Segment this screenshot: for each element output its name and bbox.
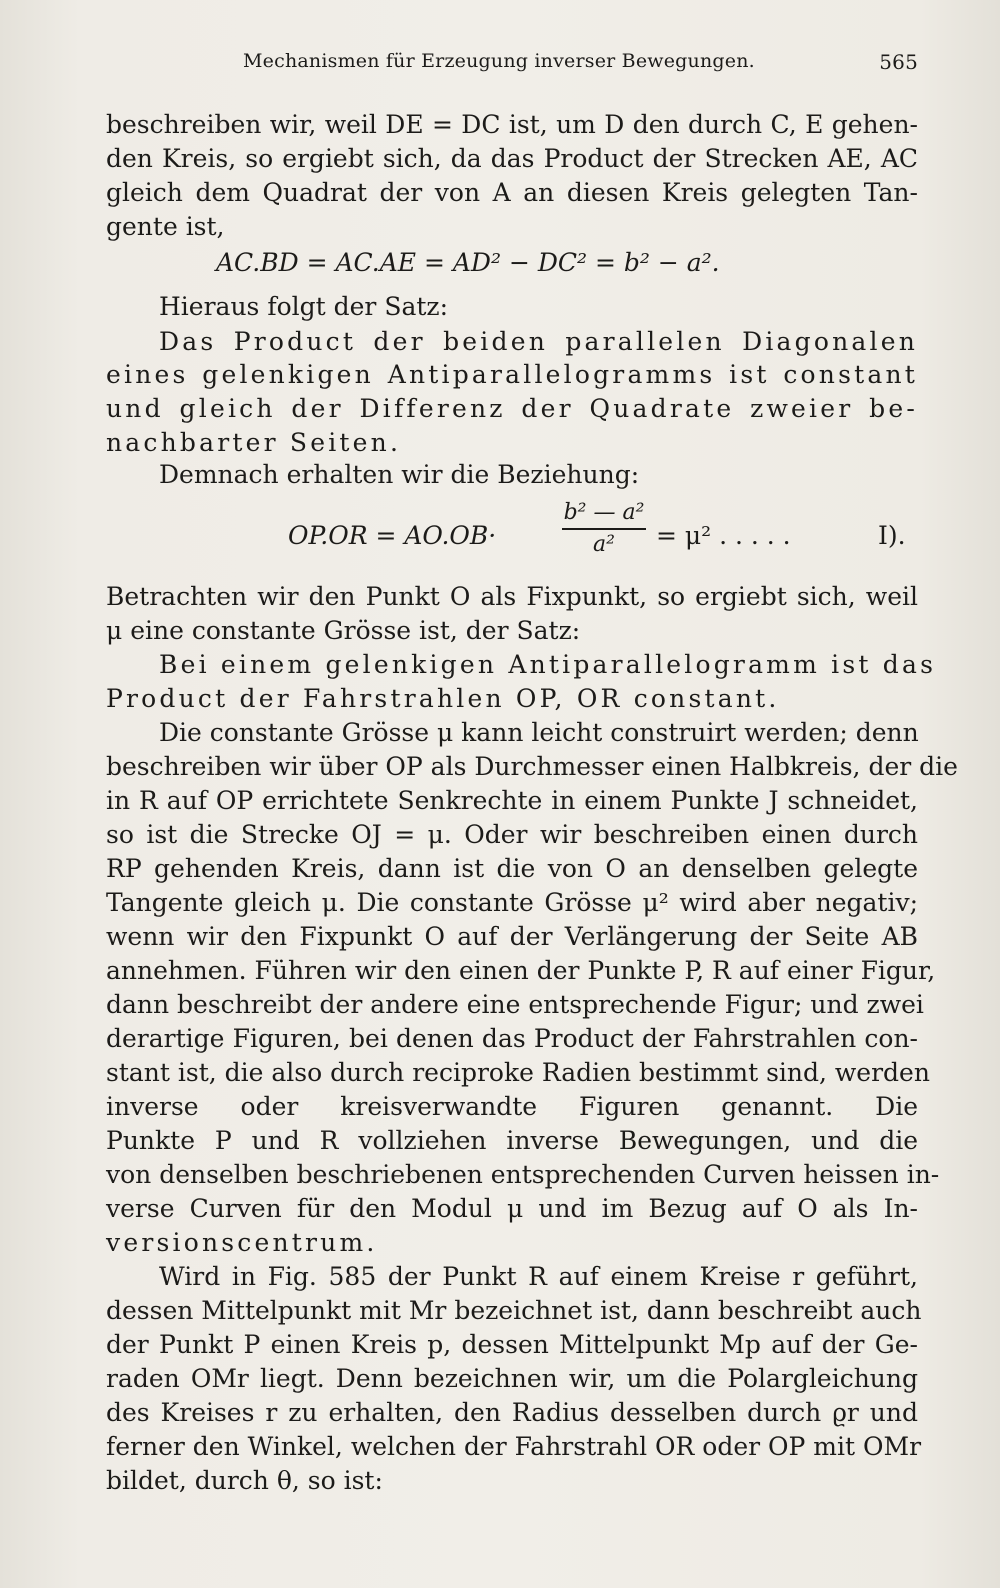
- fraction-denominator: a²: [593, 532, 615, 557]
- text-line: dessen Mittelpunkt mit Mr bezeichnet ist, dann beschreibt auch: [106, 1296, 922, 1325]
- equation-2-fraction: [562, 500, 646, 558]
- text-line: wenn wir den Fixpunkt O auf der Verlängerung der Seite AB: [106, 922, 918, 951]
- text-line: raden OMr liegt. Denn bezeichnen wir, um die Polargleichung: [106, 1364, 918, 1393]
- text-line: Demnach erhalten wir die Beziehung:: [159, 460, 640, 489]
- theorem-line: eines gelenkigen Antiparallelogramms ist constant: [106, 360, 918, 389]
- text-line: Wird in Fig. 585 der Punkt R auf einem Kreise r geführt,: [159, 1262, 918, 1291]
- equation-2-left: OP.OR = AO.OB·: [288, 521, 497, 550]
- theorem-line: Product der Fahrstrahlen OP, OR constant.: [106, 684, 780, 713]
- text-line: RP gehenden Kreis, dann ist die von O an denselben gelegte: [106, 854, 918, 883]
- running-head-title: Mechanismen für Erzeugung inverser Bewegungen.: [243, 50, 755, 72]
- text-line: Tangente gleich μ. Die constante Grösse μ² wird aber negativ;: [106, 888, 918, 917]
- equation-1: AC.BD = AC.AE = AD² − DC² = b² − a².: [216, 248, 720, 277]
- text-line: Betrachten wir den Punkt O als Fixpunkt, so ergiebt sich, weil: [106, 582, 918, 611]
- theorem-line: und gleich der Differenz der Quadrate zweier be-: [106, 394, 918, 423]
- page-number: 565: [879, 50, 918, 74]
- text-line: verse Curven für den Modul μ und im Bezug auf O als In-: [106, 1194, 918, 1223]
- running-head: [243, 50, 918, 72]
- text-line: der Punkt P einen Kreis p, dessen Mittelpunkt Mp auf der Ge-: [106, 1330, 918, 1359]
- text-line: Punkte P und R vollziehen inverse Bewegungen, und die: [106, 1126, 918, 1155]
- text-line: Hieraus folgt der Satz:: [159, 292, 448, 321]
- text-line: derartige Figuren, bei denen das Product der Fahrstrahlen con-: [106, 1024, 918, 1053]
- text-line: bildet, durch θ, so ist:: [106, 1466, 383, 1495]
- text-line: beschreiben wir über OP als Durchmesser einen Halbkreis, der die: [106, 752, 958, 781]
- text-line: inverse oder kreisverwandte Figuren genannt. Die: [106, 1092, 918, 1121]
- text-line: annehmen. Führen wir den einen der Punkte P, R auf einer Figur,: [106, 956, 936, 985]
- text-line: beschreiben wir, weil DE = DC ist, um D den durch C, E gehen-: [106, 110, 918, 139]
- equation-2-label: I).: [878, 521, 906, 550]
- equation-2-right: = μ² . . . . .: [656, 521, 791, 550]
- text-line: gente ist,: [106, 212, 225, 241]
- fraction-numerator: b² — a²: [563, 500, 645, 525]
- text-line: den Kreis, so ergiebt sich, da das Product der Strecken AE, AC: [106, 144, 918, 173]
- text-line: ferner den Winkel, welchen der Fahrstrahl OR oder OP mit OMr: [106, 1432, 922, 1461]
- text-line: μ eine constante Grösse ist, der Satz:: [106, 616, 581, 645]
- theorem-line: Bei einem gelenkigen Antiparallelogramm ist das: [159, 650, 937, 679]
- theorem-line: nachbarter Seiten.: [106, 428, 402, 457]
- text-line: von denselben beschriebenen entsprechenden Curven heissen in-: [106, 1160, 940, 1189]
- text-line: des Kreises r zu erhalten, den Radius desselben durch ϱr und: [106, 1398, 918, 1427]
- theorem-line: Das Product der beiden parallelen Diagonalen: [159, 327, 918, 356]
- text-line: in R auf OP errichtete Senkrechte in einem Punkte J schneidet,: [106, 786, 918, 815]
- fraction-bar: [562, 528, 646, 530]
- text-line: Die constante Grösse μ kann leicht construirt werden; denn: [159, 718, 919, 747]
- text-line: so ist die Strecke OJ = μ. Oder wir beschreiben einen durch: [106, 820, 918, 849]
- text-line: gleich dem Quadrat der von A an diesen Kreis gelegten Tan-: [106, 178, 918, 207]
- text-line: dann beschreibt der andere eine entsprechende Figur; und zwei: [106, 990, 924, 1019]
- text-line: stant ist, die also durch reciproke Radien bestimmt sind, werden: [106, 1058, 930, 1087]
- text-line: versionscentrum.: [106, 1228, 378, 1257]
